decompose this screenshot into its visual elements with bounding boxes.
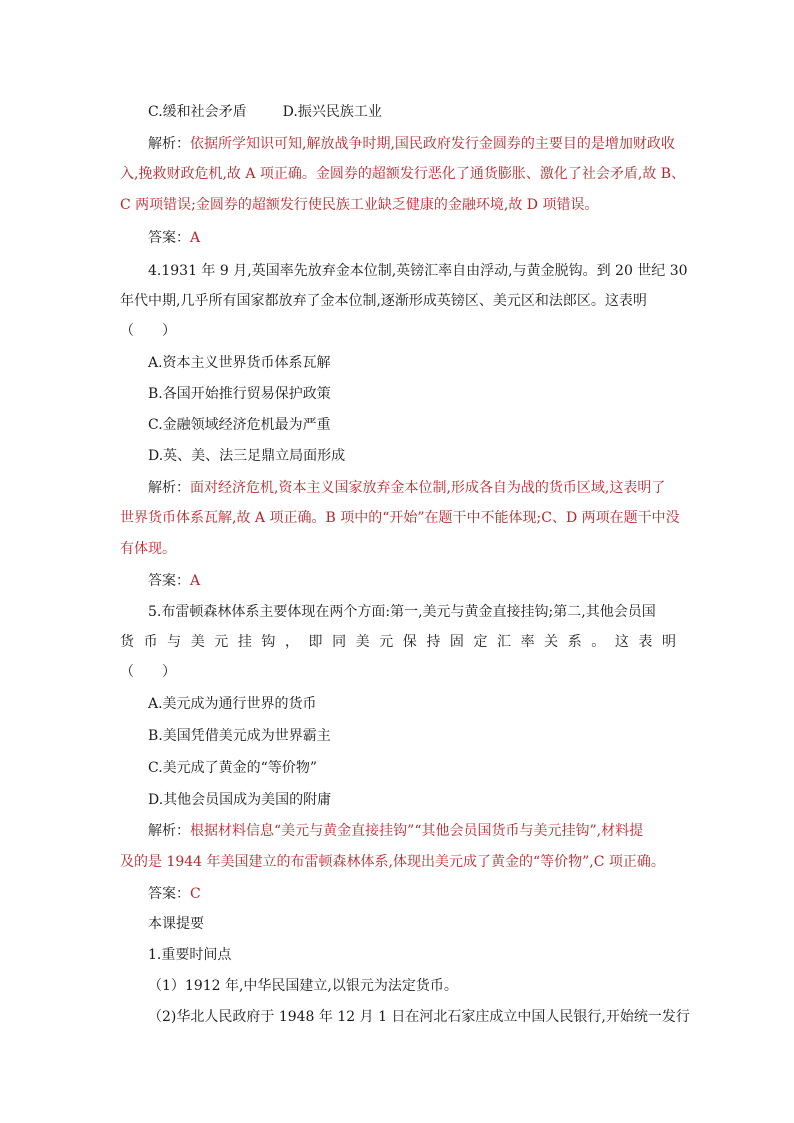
answer-label: 答案： [148,573,190,589]
q3-analysis-line-3: C 两项错误;金圆券的超额发行使民族工业缺乏健康的金融环境,故 D 项错误。 [120,197,599,213]
analysis-text: 面对经济危机,资本主义国家放弃金本位制,形成各自为战的货币区域,这表明了 [190,480,666,496]
q5-option-c: C.美元成了黄金的“等价物” [148,760,317,776]
q4-stem-line-1: 4.1931 年 9 月,英国率先放弃金本位制,英镑汇率自由浮动,与黄金脱钩。到 20 世纪 30 [148,263,688,279]
q3-answer [148,228,676,248]
analysis-text: 依据所学知识可知,解放战争时期,国民政府发行金圆券的主要目的是增加财政收 [190,136,675,152]
summary-item-2: （2)华北人民政府于 1948 年 12 月 1 日在河北石家庄成立中国人民银行,开始统一发行 [148,1009,690,1025]
q5-stem-line-3: （ ） [120,664,176,680]
q4-stem-line-3: （ ） [120,323,176,339]
analysis-label: 解析： [148,480,190,496]
q5-analysis-line-2: 及的是 1944 年美国建立的布雷顿森林体系,体现出美元成了黄金的“等价物”,C 项正确。 [120,854,665,870]
q4-option-b: B.各国开始推行贸易保护政策 [148,386,331,402]
analysis-label: 解析： [148,136,190,152]
q5-option-b: B.美国凭借美元成为世界霸主 [148,728,331,744]
summary-title: 本课提要 [148,916,204,932]
q4-option-c: C.金融领域经济危机最为严重 [148,417,331,433]
q3-analysis-line-1 [148,134,676,154]
q4-answer [148,571,676,591]
options-line-c-d [148,102,676,122]
q4-analysis-line-1 [148,478,676,498]
q5-analysis-line-1 [148,821,676,841]
analysis-label: 解析： [148,823,190,839]
answer-value: C [190,886,201,902]
summary-item-1: （1）1912 年,中华民国建立,以银元为法定货币。 [148,978,458,994]
q5-stem-line-2: 货币与美元挂钩，即同美元保持固定汇率关系。这表明 [120,634,676,650]
option-d: D.振兴民族工业 [282,104,382,120]
answer-label: 答案： [148,886,190,902]
q5-stem-line-1: 5.布雷顿森林体系主要体现在两个方面:第一,美元与黄金直接挂钩;第二,其他会员国 [148,604,656,620]
q5-answer [148,884,676,904]
q5-option-d: D.其他会员国成为美国的附庸 [148,792,332,808]
answer-value: A [190,230,201,246]
q4-option-a: A.资本主义世界货币体系瓦解 [148,355,331,371]
q3-analysis-line-2: 入,挽救财政危机,故 A 项正确。金圆券的超额发行恶化了通货膨胀、激化了社会矛盾,故 B、 [120,166,686,182]
analysis-text: 根据材料信息“美元与黄金直接挂钩”“其他会员国货币与美元挂钩”,材料提 [190,823,644,839]
q4-analysis-line-2: 世界货币体系瓦解,故 A 项正确。B 项中的“开始”在题干中不能体现;C、D 两项在题干中没 [120,510,680,526]
q5-option-a: A.美元成为通行世界的货币 [148,696,317,712]
q4-option-d: D.英、美、法三足鼎立局面形成 [148,448,346,464]
summary-point-1: 1.重要时间点 [148,947,232,963]
option-c: C.缓和社会矛盾 [148,104,247,120]
q4-analysis-line-3: 有体现。 [120,541,176,557]
answer-value: A [190,573,201,589]
answer-label: 答案： [148,230,190,246]
q4-stem-line-2: 年代中期,几乎所有国家都放弃了金本位制,逐渐形成英镑区、美元区和法郎区。这表明 [120,293,647,309]
